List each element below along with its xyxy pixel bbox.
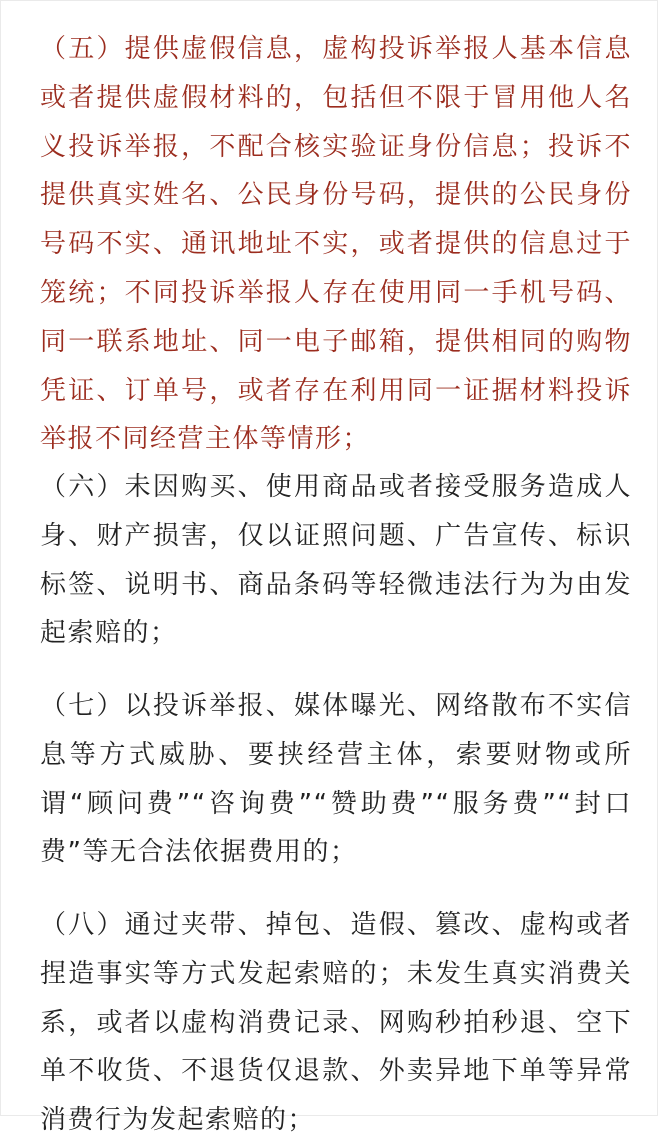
clause-five-paragraph: （五）提供虚假信息，虚构投诉举报人基本信息或者提供虚假材料的，包括但不限于冒用他人名义投诉举报，不配合核实验证身份信息；投诉不提供真实姓名、公民身份号码，提供的公民身份号码不实、通讯地址不实，或者提供的信息过于笼统；不同投诉举报人存在使用同一手机号码、同一联系地址、同一电子邮箱，提供相同的购物凭证、订单号，或者存在利用同一证据材料投诉举报不同经营主体等情形；	[40, 34, 632, 455]
clause-eight-paragraph: （八）通过夹带、掉包、造假、篡改、虚构或者捏造事实等方式发起索赔的；未发生真实消费关系，或者以虚构消费记录、网购秒拍秒退、空下单不收货、不退货仅退款、外卖异地下单等异常消费行为发起索赔的；	[40, 910, 632, 1136]
clause-six-paragraph: （六）未因购买、使用商品或者接受服务造成人身、财产损害，仅以证照问题、广告宣传、标识标签、说明书、商品条码等轻微违法行为为由发起索赔的；	[40, 472, 632, 649]
clause-seven-paragraph: （七）以投诉举报、媒体曝光、网络散布不实信息等方式威胁、要挟经营主体，索要财物或所谓“顾问费”“咨询费”“赞助费”“服务费”“封口费”等无合法依据费用的；	[40, 691, 632, 868]
